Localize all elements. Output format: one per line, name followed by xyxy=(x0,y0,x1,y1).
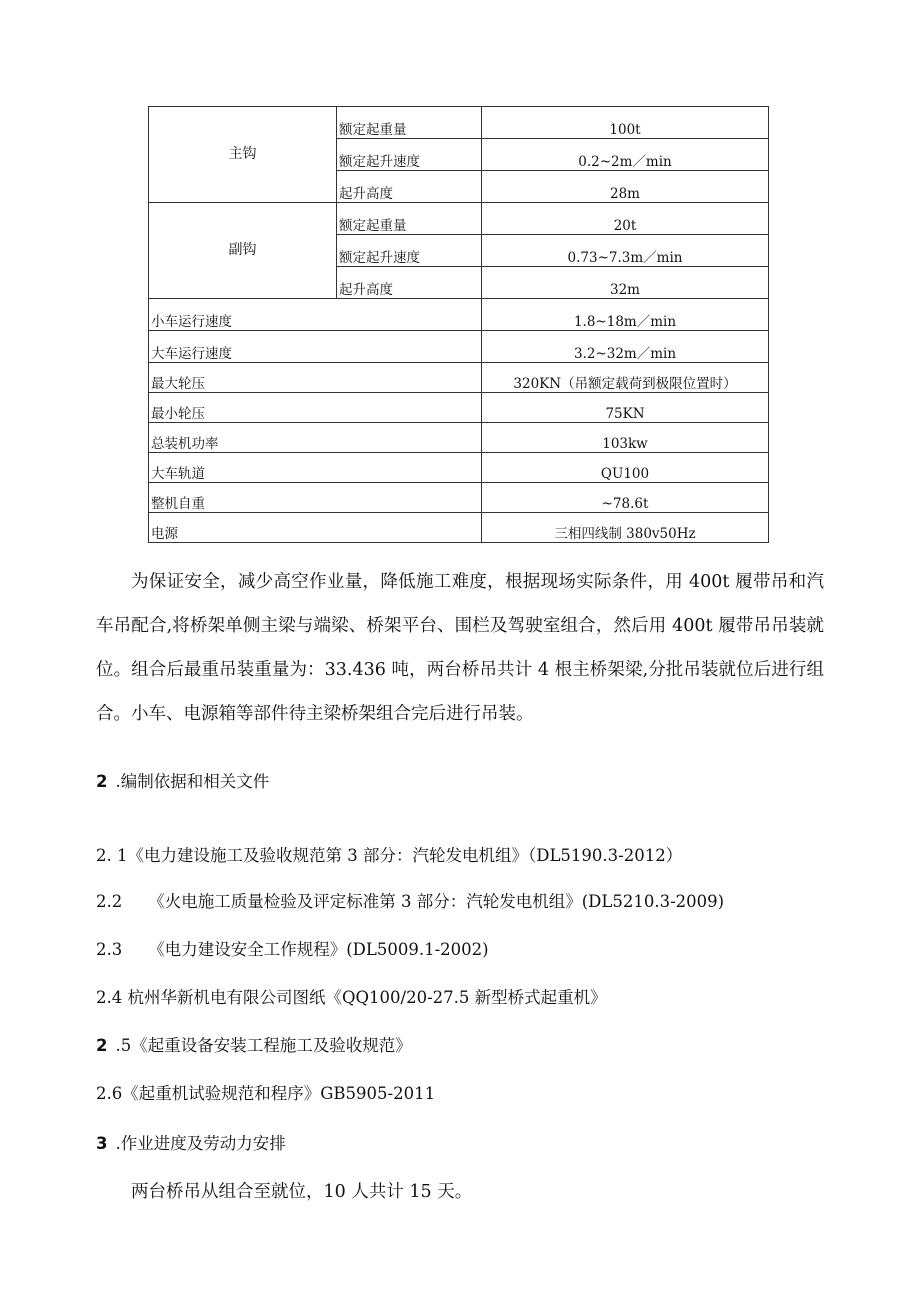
table-row xyxy=(149,203,769,235)
construction-method-paragraph: 为保证安全，减少高空作业量，降低施工难度，根据现场实际条件，用 400t 履带吊和汽车吊配合,将桥架单侧主梁与端梁、桥架平台、围栏及驾驶室组合，然后用 400t 履带吊吊装就位。组合后最重吊装重量为：33.436 吨，两台桥吊共计 4 根主桥架梁,分批吊装就位后进行组合。小车、电源箱等部件待主梁桥架组合完后进行吊装。 xyxy=(96,572,824,724)
table-row xyxy=(149,363,769,393)
reference-number: 2 xyxy=(96,1036,108,1055)
aux-hook-label: 副钩 xyxy=(149,203,337,299)
spec-table xyxy=(148,106,769,543)
value-cell: 32m xyxy=(482,267,769,299)
section-3-title: .作业进度及劳动力安排 xyxy=(115,1134,286,1153)
param-cell: 最小轮压 xyxy=(149,393,482,423)
reference-item xyxy=(96,936,489,960)
value-cell: 75KN xyxy=(482,393,769,423)
reference-text: 《火电施工质量检验及评定标准第 3 部分：汽轮发电机组》(DL5210.3-2009) xyxy=(148,892,725,911)
param-cell: 大车运行速度 xyxy=(149,331,482,363)
param-cell: 大车轨道 xyxy=(149,453,482,483)
value-cell: QU100 xyxy=(482,453,769,483)
reference-number: 2.3 xyxy=(96,940,123,959)
section-2-heading xyxy=(96,768,269,792)
param-cell: 额定起重量 xyxy=(337,203,482,235)
table-row xyxy=(149,299,769,331)
reference-item xyxy=(96,984,607,1008)
param-cell: 起升高度 xyxy=(337,267,482,299)
param-cell: 电源 xyxy=(149,513,482,543)
reference-number: 2. 1 xyxy=(96,846,128,865)
value-cell: 100t xyxy=(482,107,769,139)
table-row xyxy=(149,393,769,423)
value-cell: 3.2~32m／min xyxy=(482,331,769,363)
section-3-heading xyxy=(96,1130,286,1154)
table-row xyxy=(149,107,769,139)
value-cell: 1.8~18m／min xyxy=(482,299,769,331)
reference-text: 《电力建设安全工作规程》(DL5009.1-2002) xyxy=(148,940,489,959)
table-row xyxy=(149,331,769,363)
table-row xyxy=(149,513,769,543)
schedule-paragraph: 两台桥吊从组合至就位，10 人共计 15 天。 xyxy=(131,1182,473,1202)
value-cell: 320KN（吊额定载荷到极限位置时） xyxy=(482,363,769,393)
reference-item xyxy=(96,1080,435,1104)
param-cell: 小车运行速度 xyxy=(149,299,482,331)
param-cell: 额定起升速度 xyxy=(337,235,482,267)
reference-text: .5《起重设备安装工程施工及验收规范》 xyxy=(115,1036,412,1055)
value-cell: 103kw xyxy=(482,423,769,453)
param-cell: 起升高度 xyxy=(337,171,482,203)
value-cell: ~78.6t xyxy=(482,483,769,513)
section-2-title: .编制依据和相关文件 xyxy=(115,772,270,791)
table-row xyxy=(149,453,769,483)
reference-text: 杭州华新机电有限公司图纸《QQ100/20-27.5 新型桥式起重机》 xyxy=(127,988,607,1007)
reference-text: 《电力建设施工及验收规范第 3 部分：汽轮发电机组》（DL5190.3-2012） xyxy=(127,846,683,865)
param-cell: 整机自重 xyxy=(149,483,482,513)
table-row xyxy=(149,483,769,513)
param-cell: 额定起重量 xyxy=(337,107,482,139)
section-2-number: 2 xyxy=(96,772,108,791)
value-cell: 0.2~2m／min xyxy=(482,139,769,171)
value-cell: 20t xyxy=(482,203,769,235)
param-cell: 额定起升速度 xyxy=(337,139,482,171)
reference-item xyxy=(96,888,724,912)
table-row xyxy=(149,423,769,453)
param-cell: 总装机功率 xyxy=(149,423,482,453)
reference-text: 《起重机试验规范和程序》GB5905-2011 xyxy=(122,1084,436,1103)
section-3-number: 3 xyxy=(96,1134,108,1153)
reference-number: 2.2 xyxy=(96,892,123,911)
main-hook-label: 主钩 xyxy=(149,107,337,203)
reference-item xyxy=(96,1032,412,1056)
value-cell: 28m xyxy=(482,171,769,203)
param-cell: 最大轮压 xyxy=(149,363,482,393)
value-cell: 0.73~7.3m／min xyxy=(482,235,769,267)
reference-number: 2.6 xyxy=(96,1084,123,1103)
reference-item xyxy=(96,842,682,866)
reference-number: 2.4 xyxy=(96,988,123,1007)
value-cell: 三相四线制 380v50Hz xyxy=(482,513,769,543)
